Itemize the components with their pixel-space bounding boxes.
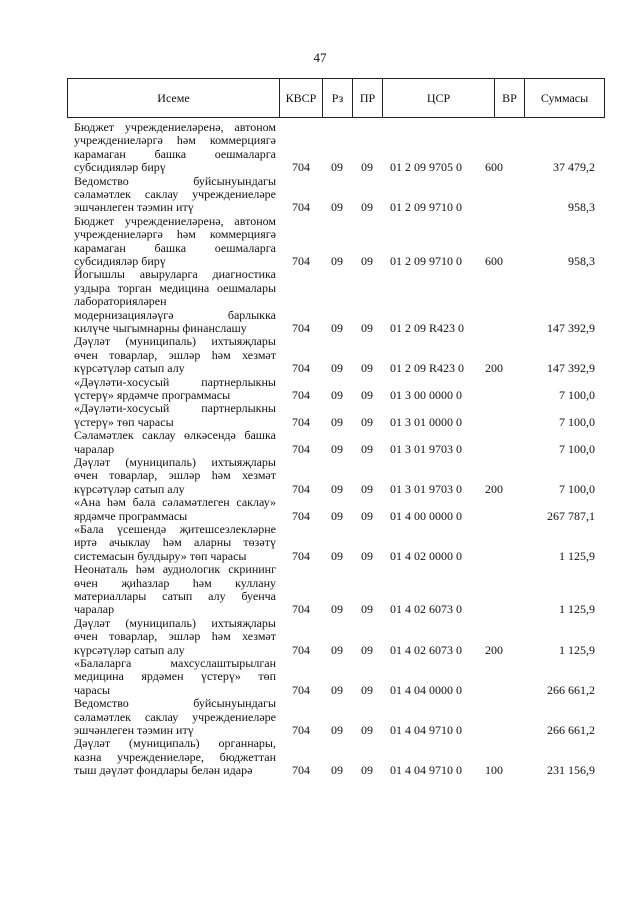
row-name: [74, 335, 276, 375]
row-vr: 200: [485, 481, 503, 496]
row-name-line: иртә ачыклау һәм аларны төзәтү: [74, 535, 276, 550]
row-sum: 147 392,9: [547, 361, 595, 376]
row-pr: 09: [361, 763, 373, 778]
row-pr: 09: [361, 361, 373, 376]
row-name-line: чарасы: [74, 682, 111, 697]
row-csr: 01 3 01 9703 0: [390, 481, 462, 496]
row-name-line: өчен товарлар, эшләр һәм хезмәт: [74, 347, 276, 362]
row-name-line: өчен җиһазлар һәм куллану: [74, 575, 276, 590]
row-name-line: Неонаталь һәм аудиологик скрининг: [74, 562, 276, 577]
row-name-line: субсидияләр бирү: [74, 160, 166, 175]
row-name-line: лабораторияләрен: [74, 294, 167, 309]
row-pr: 09: [361, 414, 373, 429]
row-name: [74, 402, 276, 429]
page-number: 47: [313, 50, 327, 65]
row-sum: 267 787,1: [547, 508, 595, 523]
row-name-line: өчен товарлар, эшләр һәм хезмәт: [74, 629, 276, 644]
row-name-line: чаралар: [74, 602, 115, 617]
row-name-line: ярдәмче программасы: [74, 508, 188, 523]
row-name: [74, 523, 276, 563]
row-sum: 958,3: [568, 253, 595, 268]
row-sum: 231 156,9: [547, 763, 595, 778]
table-header: [67, 78, 605, 118]
row-vr: 200: [485, 361, 503, 376]
row-sum: 1 125,9: [559, 548, 595, 563]
row-name-line: субсидияләр бирү: [74, 254, 166, 269]
row-sum: 958,3: [568, 200, 595, 215]
row-kvsr: 704: [292, 361, 310, 376]
row-name-line: үстерү» ярдәмче программасы: [74, 388, 231, 402]
row-name: [74, 456, 276, 496]
header-vr: ВР: [495, 79, 525, 117]
row-csr: 01 2 09 9710 0: [390, 253, 462, 268]
row-pr: 09: [361, 387, 373, 402]
row-name: [74, 697, 276, 737]
row-kvsr: 704: [292, 602, 310, 617]
row-name-line: эшчәнлеген тәэмин итү: [74, 200, 194, 215]
row-sum: 7 100,0: [559, 414, 595, 429]
row-name-line: чаралар: [74, 441, 115, 456]
row-rz: 09: [331, 253, 343, 268]
row-csr: 01 2 09 R423 0: [390, 320, 465, 335]
row-sum: 266 661,2: [547, 682, 595, 697]
row-csr: 01 2 09 9705 0: [390, 160, 462, 175]
row-vr: 600: [485, 160, 503, 175]
row-name-line: Дәүләт (муниципаль) ихтыяҗлары: [74, 455, 276, 469]
row-pr: 09: [361, 602, 373, 617]
row-name-line: Бюджет учреждениеләренә, автоном: [74, 213, 276, 228]
row-kvsr: 704: [292, 642, 310, 657]
row-kvsr: 704: [292, 722, 310, 737]
row-name-line: «Балаларга махсуслаштырылган: [74, 656, 276, 670]
row-pr: 09: [361, 642, 373, 657]
row-csr: 01 4 04 9710 0: [390, 763, 462, 778]
row-sum: 1 125,9: [559, 602, 595, 617]
row-name-line: «Дәүләти-хосусый партнерлыкны: [74, 374, 276, 389]
row-name-line: килүче чыгымнарны финанслашу: [74, 321, 247, 336]
row-name: [74, 376, 276, 403]
row-rz: 09: [331, 414, 343, 429]
row-kvsr: 704: [292, 387, 310, 402]
row-csr: 01 3 01 9703 0: [390, 441, 462, 456]
row-rz: 09: [331, 200, 343, 215]
row-name-line: Дәүләт (муниципаль) органнары,: [74, 736, 276, 751]
row-rz: 09: [331, 548, 343, 563]
row-name-line: Сәламәтлек саклау өлкәсендә башка: [74, 428, 276, 443]
row-kvsr: 704: [292, 200, 310, 215]
row-pr: 09: [361, 682, 373, 697]
row-csr: 01 4 02 6073 0: [390, 602, 462, 617]
row-name: [74, 121, 276, 175]
row-name-line: «Дәүләти-хосусый партнерлыкны: [74, 401, 276, 416]
row-sum: 147 392,9: [547, 320, 595, 335]
header-rz: Рз: [323, 79, 353, 117]
row-name-line: үстерү» төп чарасы: [74, 414, 174, 429]
row-pr: 09: [361, 160, 373, 175]
row-name-line: күрсәтүләр сатып алу: [74, 361, 185, 376]
row-name: [74, 268, 276, 335]
row-rz: 09: [331, 763, 343, 778]
header-name: Исеме: [68, 79, 280, 117]
row-name-line: карамаган башка оешмаларга: [74, 146, 276, 161]
row-name-line: эшчәнлеген тәэмин итү: [74, 723, 194, 737]
row-name-line: Ведомство буйсынуындагы: [74, 696, 276, 711]
row-rz: 09: [331, 441, 343, 456]
row-name-line: тыш дәүләт фондлары белән идарә: [74, 763, 253, 778]
row-rz: 09: [331, 602, 343, 617]
header-pr: ПР: [353, 79, 383, 117]
row-rz: 09: [331, 320, 343, 335]
row-csr: 01 3 01 0000 0: [390, 414, 462, 429]
row-kvsr: 704: [292, 441, 310, 456]
row-name-line: материаллары сатып алу буенча: [74, 589, 276, 603]
row-csr: 01 4 04 0000 0: [390, 682, 462, 697]
row-vr: 200: [485, 642, 503, 657]
row-name-line: сәламәтлек саклау учреждениеләре: [74, 709, 276, 724]
header-sum: Суммасы: [540, 90, 589, 105]
row-name-line: учреждениеләргә һәм коммерциягә: [74, 133, 276, 148]
header-kvsr: КВСР: [280, 79, 323, 117]
row-name-line: модернизацияләүгә барлыкка: [74, 307, 276, 322]
row-kvsr: 704: [292, 548, 310, 563]
row-csr: 01 3 00 0000 0: [390, 387, 462, 402]
row-name-line: медицина ярдәмен үстерү» төп: [74, 669, 276, 684]
row-pr: 09: [361, 200, 373, 215]
row-kvsr: 704: [292, 320, 310, 335]
row-rz: 09: [331, 361, 343, 376]
row-name-line: учреждениеләргә һәм коммерциягә: [74, 227, 276, 242]
row-name-line: Бюджет учреждениеләренә, автоном: [74, 120, 276, 134]
row-name-line: Дәүләт (муниципаль) ихтыяҗлары: [74, 334, 276, 349]
row-kvsr: 704: [292, 508, 310, 523]
row-kvsr: 704: [292, 253, 310, 268]
row-name-line: уздыра торган медицина оешмалары: [74, 280, 276, 295]
row-sum: 7 100,0: [559, 481, 595, 496]
row-vr: 600: [485, 253, 503, 268]
row-name: [74, 215, 276, 269]
row-csr: 01 4 02 6073 0: [390, 642, 462, 657]
row-vr: 100: [485, 763, 503, 778]
row-sum: 7 100,0: [559, 441, 595, 456]
row-pr: 09: [361, 548, 373, 563]
row-sum: 37 479,2: [553, 160, 595, 175]
row-name: [74, 657, 276, 697]
row-sum: 1 125,9: [559, 642, 595, 657]
row-csr: 01 4 04 9710 0: [390, 722, 462, 737]
row-rz: 09: [331, 682, 343, 697]
row-name-line: күрсәтүләр сатып алу: [74, 642, 185, 657]
row-kvsr: 704: [292, 414, 310, 429]
header-csr: ЦСР: [383, 79, 495, 117]
row-name-line: Ведомство буйсынуындагы: [74, 173, 276, 188]
row-name-line: системасын булдыру» төп чарасы: [74, 548, 247, 563]
row-name-line: өчен товарлар, эшләр һәм хезмәт: [74, 468, 276, 483]
row-sum: 7 100,0: [559, 387, 595, 402]
row-name-line: казна учреждениеләре, бюджеттан: [74, 749, 276, 764]
row-csr: 01 2 09 9710 0: [390, 200, 462, 215]
row-rz: 09: [331, 508, 343, 523]
row-name: [74, 563, 276, 617]
row-name: [74, 175, 276, 215]
row-name-line: Йогышлы авыруларга диагностика: [74, 267, 276, 282]
row-pr: 09: [361, 481, 373, 496]
row-name-line: карамаган башка оешмаларга: [74, 240, 276, 255]
row-kvsr: 704: [292, 160, 310, 175]
row-rz: 09: [331, 481, 343, 496]
row-name: [74, 737, 276, 777]
row-rz: 09: [331, 387, 343, 402]
row-pr: 09: [361, 253, 373, 268]
row-name-line: «Бала үсешендә җитешсезлекләрне: [74, 522, 276, 536]
row-kvsr: 704: [292, 481, 310, 496]
row-csr: 01 4 02 0000 0: [390, 548, 462, 563]
row-pr: 09: [361, 320, 373, 335]
row-sum: 266 661,2: [547, 722, 595, 737]
row-rz: 09: [331, 722, 343, 737]
row-kvsr: 704: [292, 763, 310, 778]
row-name: [74, 496, 276, 523]
row-rz: 09: [331, 160, 343, 175]
row-name-line: сәламәтлек саклау учреждениеләре: [74, 187, 276, 201]
row-csr: 01 4 00 0000 0: [390, 508, 462, 523]
row-name-line: күрсәтүләр сатып алу: [74, 481, 185, 496]
row-pr: 09: [361, 722, 373, 737]
row-name-line: Дәүләт (муниципаль) ихтыяҗлары: [74, 615, 276, 630]
row-csr: 01 2 09 R423 0: [390, 361, 465, 376]
row-pr: 09: [361, 508, 373, 523]
row-name-line: «Ана һәм бала сәламәтлеген саклау»: [74, 495, 276, 510]
row-name: [74, 429, 276, 456]
row-name: [74, 617, 276, 657]
row-pr: 09: [361, 441, 373, 456]
row-rz: 09: [331, 642, 343, 657]
row-kvsr: 704: [292, 682, 310, 697]
